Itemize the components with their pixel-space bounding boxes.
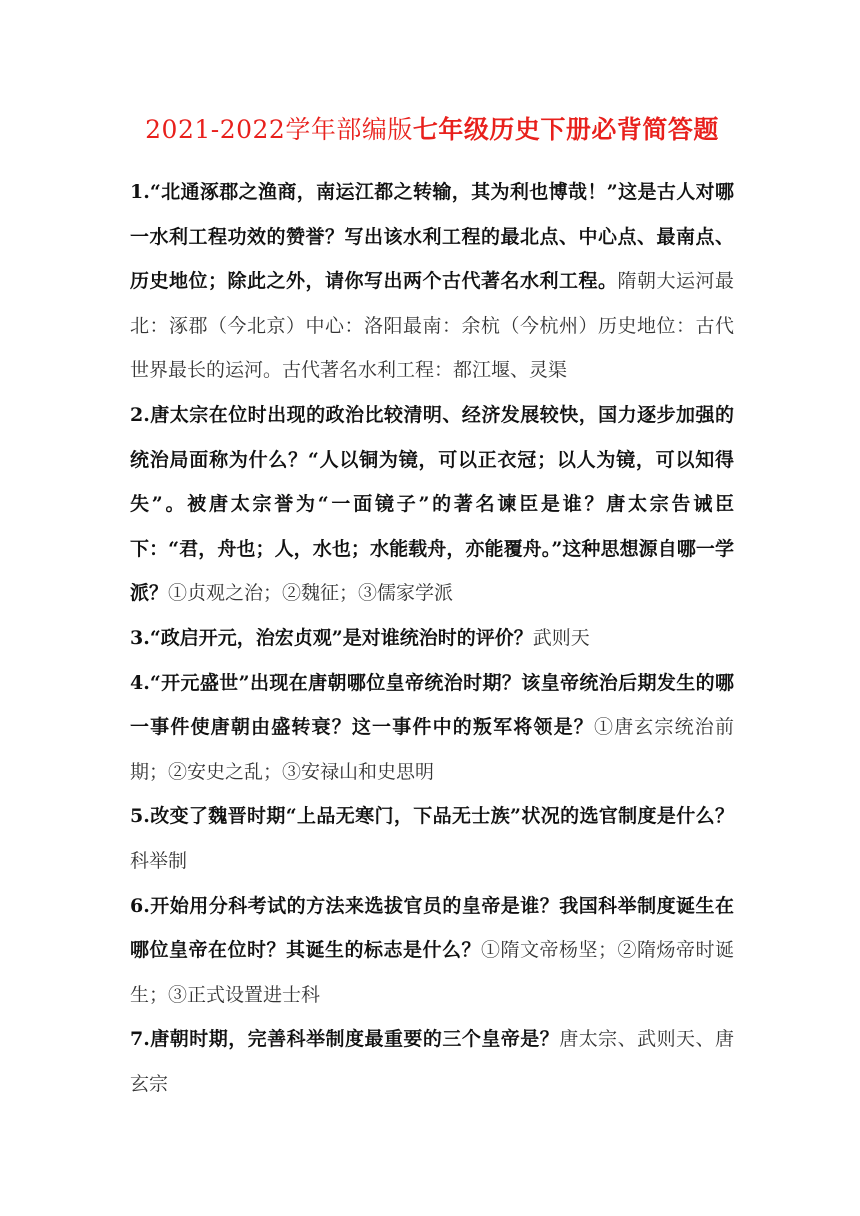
qa-item-4	[130, 661, 734, 795]
question-text: 5.改变了魏晋时期“上品无寒门，下品无士族”状况的选官制度是什么？	[130, 805, 734, 828]
question-text: 3.“政启开元，治宏贞观”是对谁统治时的评价？	[130, 626, 533, 649]
qa-item-5	[130, 794, 734, 883]
qa-item-6	[130, 884, 734, 1018]
qa-item-7	[130, 1017, 734, 1106]
qa-item-2	[130, 393, 734, 616]
answer-text: 科举制	[130, 849, 188, 872]
answer-text: ①贞观之治；②魏征；③儒家学派	[168, 582, 454, 605]
title-prefix: 2021-2022学年部编版	[145, 115, 413, 144]
qa-item-3	[130, 616, 734, 661]
question-text: 7.唐朝时期，完善科举制度最重要的三个皇帝是？	[130, 1028, 560, 1051]
title-emphasis: 七年级历史下册必背简答题	[412, 115, 719, 144]
question-text: 6.开始用分科考试的方法来选拔官员的皇帝是谁？我国科举制度诞生在哪位皇帝在位时？其诞生的标志是什么？	[130, 894, 734, 962]
question-text: 2.唐太宗在位时出现的政治比较清明、经济发展较快，国力逐步加强的统治局面称为什么？“人以铜为镜，可以正衣冠；以人为镜，可以知得失”。被唐太宗誉为“一面镜子”的著名谏臣是谁？唐太宗告诫臣下：“君，舟也；人，水也；水能载舟，亦能覆舟。”这种思想源自哪一学派？	[130, 403, 734, 605]
question-text: 1.“北通涿郡之渔商，南运江都之转输，其为利也博哉！”这是古人对哪一水利工程功效的赞誉？写出该水利工程的最北点、中心点、最南点、历史地位；除此之外，请你写出两个古代著名水利工程。	[130, 181, 734, 293]
answer-text: 唐太宗、武则天、唐玄宗	[130, 1028, 734, 1095]
answer-text: 武则天	[532, 626, 590, 649]
answer-text: ①唐玄宗统治前期；②安史之乱；③安禄山和史思明	[130, 716, 734, 783]
question-list	[130, 170, 734, 1106]
answer-text: 隋朝大运河最北：涿郡（今北京）中心：洛阳最南：余杭（今杭州）历史地位：古代世界最长的运河。古代著名水利工程：都江堰、灵渠	[130, 270, 734, 382]
question-text: 4.“开元盛世”出现在唐朝哪位皇帝统治时期？该皇帝统治后期发生的哪一事件使唐朝由盛转衰？这一事件中的叛军将领是？	[130, 671, 734, 739]
answer-text: ①隋文帝杨坚；②隋炀帝时诞生；③正式设置进士科	[130, 939, 734, 1006]
document-title	[130, 110, 734, 150]
qa-item-1	[130, 170, 734, 393]
